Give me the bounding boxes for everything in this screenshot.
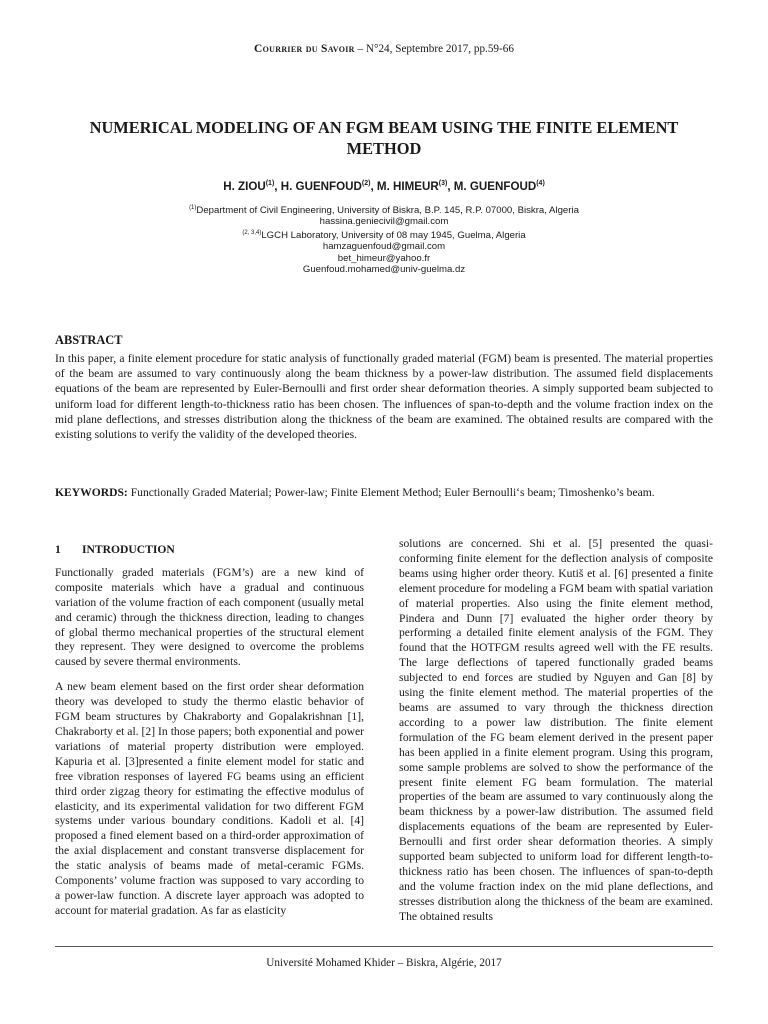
- paragraph: Functionally graded materials (FGM’s) are a new kind of composite materials which have a gradual and continuous variation of the volume fraction of each component (usually metal and ceramic) through the thickness direction, leading to changes of global thermo mechanical properties of the structural element they represent. They were designed to overcome the problems caused by severe thermal environments.: [55, 565, 364, 669]
- keywords-label: KEYWORDS:: [55, 486, 128, 499]
- section-title: INTRODUCTION: [82, 543, 175, 556]
- author-sup: (1): [265, 180, 275, 188]
- page-footer: Université Mohamed Khider – Biskra, Algérie, 2017: [266, 957, 502, 969]
- section-heading: [55, 543, 364, 558]
- email-link[interactable]: hassina.geniecivil@gmail.com: [319, 216, 449, 228]
- footer-divider: [55, 946, 713, 947]
- email-link[interactable]: Guenfoud.mohamed@univ-guelma.dz: [302, 263, 466, 275]
- affiliation-text: Department of Civil Engineering, University of Biskra, B.P. 145, R.P. 07000, Biskra, Algeria: [196, 205, 579, 217]
- affiliation-text: LGCH Laboratory, University of 08 may 1945, Guelma, Algeria: [261, 229, 526, 241]
- affiliations: [0, 203, 768, 275]
- author-name: M. HIMEUR: [376, 180, 439, 193]
- affiliation-sup: (2, 3,4): [242, 229, 262, 236]
- author-name: H. ZIOU: [223, 180, 266, 193]
- affiliation-2: [0, 228, 768, 241]
- paragraph: A new beam element based on the first order shear deformation theory was developed to study the thermo elastic behavior of FGM beam structures by Chakraborty and Gopalakrishnan [1], Chakraborty et al. [2] In those papers; both exponential and power variations of material property distribution were employed. Kapuria et al. [3]presented a finite element model for static and free vibration responses of layered FG beams using an efficient third order zigzag theory for estimating the effective modulus of elasticity, and its experimental validation for two different FGM systems under various boundary conditions. Kadoli et al. [4] proposed a fined element based on a third-order approximation of the axial displacement and constant transverse displacement for the static analysis of beams made of metal-ceramic FGMs. Components’ volume fraction was supposed to vary according to a power-law function. A discrete layer approach was adopted to account for material gradation. As far as elasticity: [55, 680, 364, 917]
- journal-name: Courrier du Savoir: [254, 43, 355, 55]
- paragraph: solutions are concerned. Shi et al. [5] presented the quasi-conforming finite element for the deflection analysis of composite beams using higher order theory. Kutiš et al. [6] presented a finite element procedure for modeling a FGM beam with spatial variation of material properties. Also using the finite element method, Pindera and Dunn [7] evaluated the higher order theory by performing a detailed finite element analysis of the FGM. They found that the HOTFGM results agreed well with the FE results. The large deflections of tapered functionally graded beams subjected to end forces are studied by Nguyen and Gan [8] by using the finite element method. The material properties of the beams are assumed to vary through the thickness direction according to a power law distribution. The finite element formulation of the FG beam element derived in the present paper has been applied in a finite element program. Using this program, some sample problems are solved to show the performance of the present finite element FG beam formulation. The material properties of the beam are assumed to vary continuously along the beam thickness by a power-law distribution. The assumed field displacements equations of the beam are represented by Euler-Bernoulli and first order shear deformation theories. A simply supported beam subjected to uniform load for different length-to-thickness ratio has been chosen. The influences of span-to-depth and the volume fraction index on the mid plane deflections, and stresses distribution along the thickness of the beam are examined. The obtained results: [399, 537, 713, 923]
- email-link[interactable]: hamzaguenfoud@gmail.com: [322, 241, 446, 253]
- issue-info: – N°24, Septembre 2017, pp.59-66: [354, 43, 514, 55]
- affiliation-sup: (1): [189, 205, 197, 211]
- left-column: [55, 543, 364, 929]
- keywords: [55, 485, 713, 500]
- affiliation-1: [0, 203, 768, 216]
- author-name: H. GUENFOUD: [280, 180, 362, 193]
- abstract-heading: ABSTRACT: [55, 333, 123, 347]
- author-sup: (3): [438, 180, 448, 188]
- author-sup: (2): [361, 180, 371, 188]
- author-name: M. GUENFOUD: [453, 180, 537, 193]
- author-sup: (4): [536, 180, 545, 188]
- running-header: [0, 43, 768, 55]
- keywords-text: Functionally Graded Material; Power-law; Finite Element Method; Euler Bernoulli‘s beam; Timoshenko’s beam.: [127, 486, 655, 499]
- email-link[interactable]: bet_himeur@yahoo.fr: [337, 252, 431, 264]
- section-number: 1: [55, 543, 61, 556]
- author-list: H. ZIOU$^{(1)}$, H. GUENFOUD$^{(2)}$, M. HIMEUR$^{(3)}$, M. GUENFOUD$^{(4)}$: [223, 180, 545, 193]
- right-column: [399, 537, 713, 925]
- paper-title: NUMERICAL MODELING OF AN FGM BEAM USING THE FINITE ELEMENT METHOD: [89, 118, 679, 158]
- abstract-text: In this paper, a finite element procedure for static analysis of functionally graded material (FGM) beam is presented. The material properties of the beam are assumed to vary continuously along the beam thickness by a power-law distribution. The assumed field displacements equations of the beam are represented by Euler-Bernoulli and first order shear deformation theories. A simply supported beam subjected to uniform load for different length-to-thickness ratio has been chosen. The influences of span-to-depth and the volume fraction index on the mid plane deflections, and stresses distribution along the thickness of the beam are examined. The obtained results are compared with the existing solutions to verify the validity of the developed theories.: [55, 352, 713, 442]
